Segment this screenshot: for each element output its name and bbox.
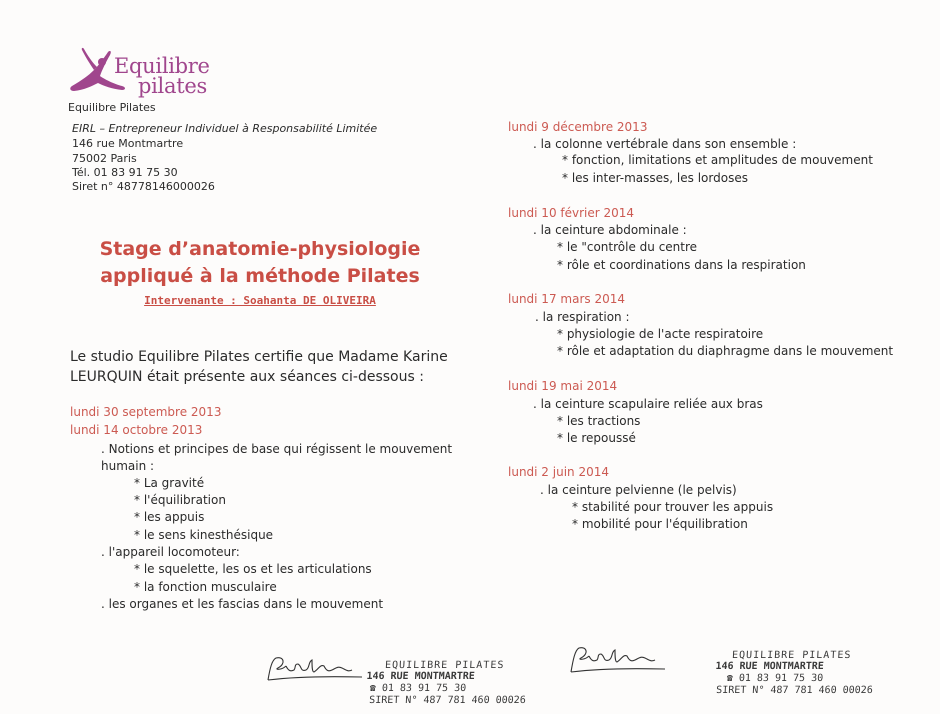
logo-word-equilibre: Equilibre xyxy=(114,54,210,78)
bullet-item: * La gravité xyxy=(134,476,205,490)
logo-word-pilates: pilates xyxy=(138,74,207,98)
bullet-item: * le sens kinesthésique xyxy=(134,528,274,542)
bullet-item: * physiologie de l'acte respiratoire xyxy=(557,327,764,341)
bullet-item: * stabilité pour trouver les appuis xyxy=(572,500,774,514)
bullet-item: * rôle et coordinations dans la respiration xyxy=(557,258,806,272)
bullet-item: * le repoussé xyxy=(557,431,636,445)
document-title-line2: appliqué à la méthode Pilates xyxy=(100,265,420,287)
topic-item: . la ceinture pelvienne (le pelvis) xyxy=(540,483,737,497)
bullet-item: * la fonction musculaire xyxy=(134,580,277,594)
topic-item: . la ceinture scapulaire reliée aux bras xyxy=(533,397,763,411)
bullet-item: * le "contrôle du centre xyxy=(557,240,698,254)
signature-image xyxy=(565,640,675,680)
siret-number: Siret n° 48778146000026 xyxy=(72,180,215,193)
session-date: lundi 9 décembre 2013 xyxy=(508,120,648,134)
stamp-line: SIRET N° 487 781 460 00026 xyxy=(368,695,527,706)
bullet-item: * fonction, limitations et amplitudes de mouvement xyxy=(562,153,873,167)
company-stamp xyxy=(359,660,527,710)
document-title-line1: Stage d’anatomie-physiologie xyxy=(99,238,421,260)
signature-image xyxy=(262,650,372,690)
session-date: lundi 10 février 2014 xyxy=(508,206,635,220)
topic-item: . les organes et les fascias dans le mouvement xyxy=(101,597,384,611)
topic-item: humain : xyxy=(101,459,155,473)
session-date: lundi 14 octobre 2013 xyxy=(70,423,203,437)
stamp-line: EQUILIBRE PILATES xyxy=(384,660,505,671)
stamp-line: SIRET N° 487 781 460 00026 xyxy=(715,685,874,696)
topic-item: . l'appareil locomoteur: xyxy=(101,545,240,559)
topic-item: . Notions et principes de base qui régissent le mouvement xyxy=(101,442,453,456)
stamp-line: ☎ 01 83 91 75 30 xyxy=(369,683,467,694)
stamp-line: 146 RUE MONTMARTRE xyxy=(715,661,825,672)
intro-line2: LEURQUIN était présente aux séances ci-dessous : xyxy=(70,369,424,385)
bullet-item: * le squelette, les os et les articulations xyxy=(134,562,372,576)
bullet-item: * les appuis xyxy=(134,510,205,524)
phone-number: Tél. 01 83 91 75 30 xyxy=(72,166,178,179)
legal-status: EIRL – Entrepreneur Individuel à Responsabilité Limitée xyxy=(72,122,378,135)
address-city: 75002 Paris xyxy=(72,152,137,165)
session-date: lundi 19 mai 2014 xyxy=(508,379,618,393)
topic-item: . la respiration : xyxy=(535,310,630,324)
address-street: 146 rue Montmartre xyxy=(72,137,184,150)
company-name: Equilibre Pilates xyxy=(68,101,156,114)
session-date: lundi 30 septembre 2013 xyxy=(70,405,222,419)
stamp-line: EQUILIBRE PILATES xyxy=(731,650,852,661)
session-date: lundi 17 mars 2014 xyxy=(508,292,625,306)
stamp-line: ☎ 01 83 91 75 30 xyxy=(726,673,824,684)
bullet-item: * l'équilibration xyxy=(134,493,226,507)
speaker-subtitle: Intervenante : Soahanta DE OLIVEIRA xyxy=(144,294,376,307)
topic-item: . la colonne vertébrale dans son ensemble : xyxy=(533,137,797,151)
intro-line1: Le studio Equilibre Pilates certifie que Madame Karine xyxy=(70,349,448,365)
topic-item: . la ceinture abdominale : xyxy=(533,223,687,237)
bullet-item: * les inter-masses, les lordoses xyxy=(562,171,748,185)
bullet-item: * mobilité pour l'équilibration xyxy=(572,517,748,531)
bullet-item: * rôle et adaptation du diaphragme dans le mouvement xyxy=(557,344,894,358)
stamp-line: 146 RUE MONTMARTRE xyxy=(366,671,476,682)
company-stamp xyxy=(714,650,874,700)
bullet-item: * les tractions xyxy=(557,414,641,428)
session-date: lundi 2 juin 2014 xyxy=(508,465,609,479)
